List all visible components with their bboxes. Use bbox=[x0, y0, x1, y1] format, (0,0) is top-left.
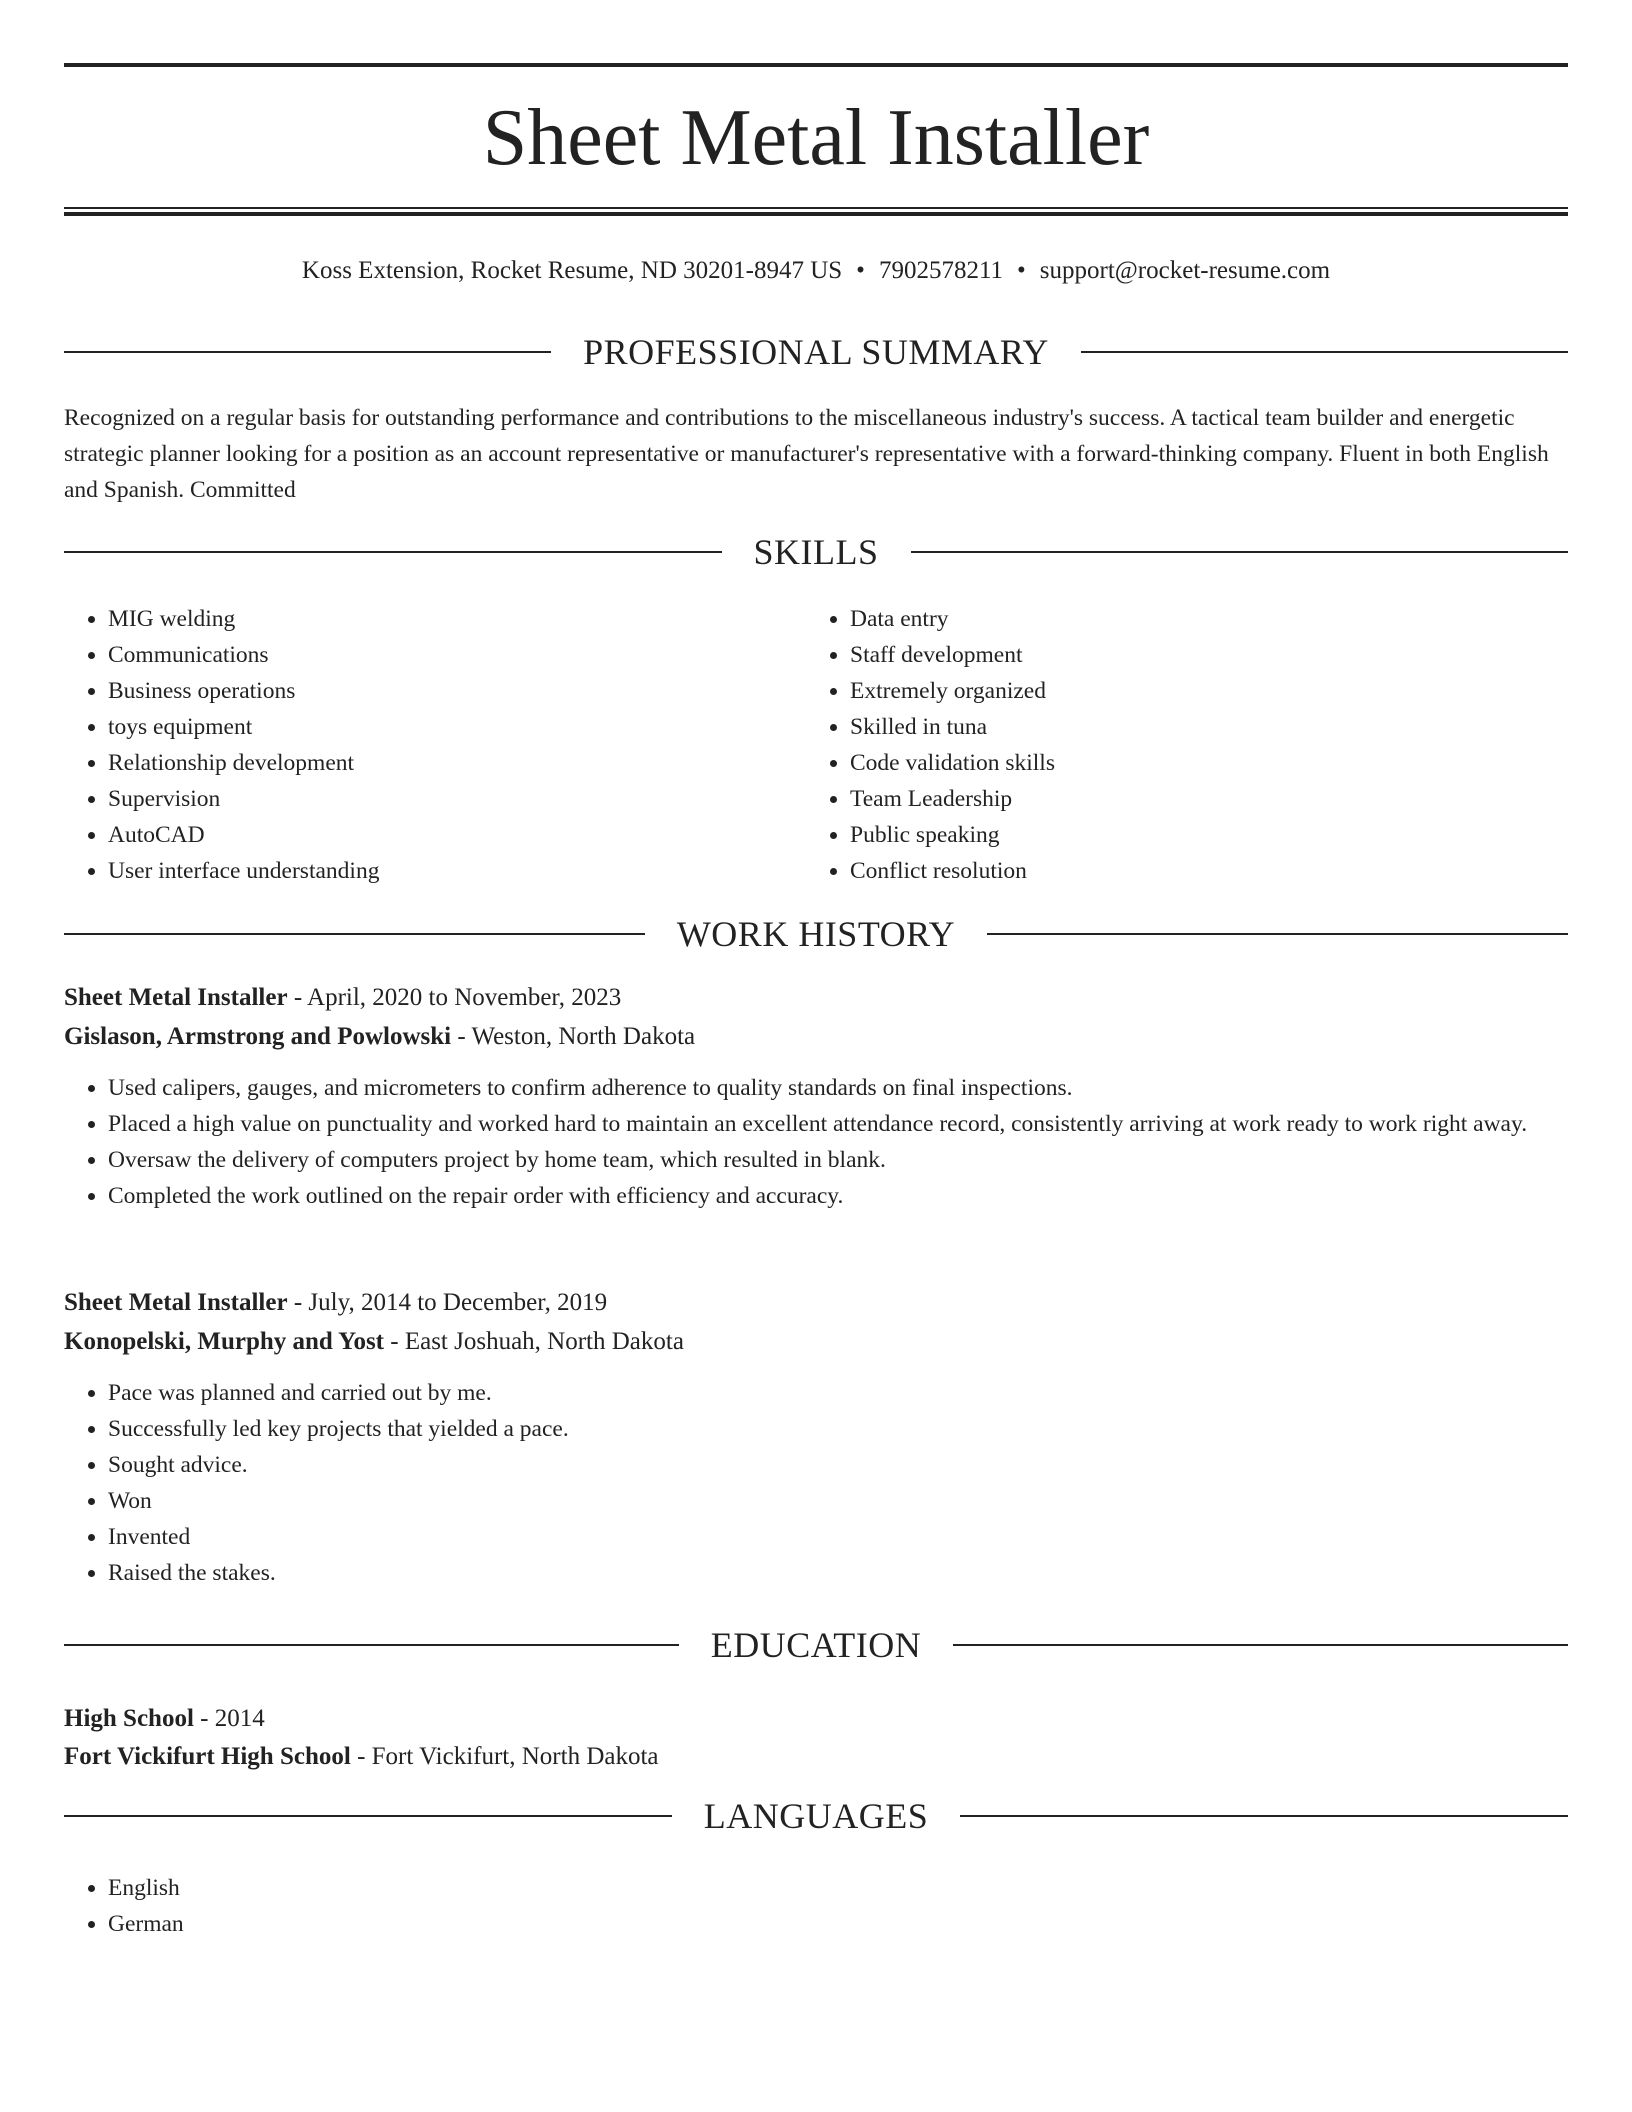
job-company-row bbox=[64, 1322, 1568, 1361]
section-heading: PROFESSIONAL SUMMARY bbox=[583, 332, 1049, 372]
job-company-row bbox=[64, 1017, 1568, 1056]
resume-name: Sheet Metal Installer bbox=[482, 94, 1150, 182]
divider-line bbox=[64, 933, 645, 935]
education-year: - 2014 bbox=[193, 1705, 265, 1732]
language-item: • English bbox=[108, 1870, 184, 1906]
contact-separator: • bbox=[856, 257, 865, 284]
job-title: Sheet Metal Installer bbox=[64, 1289, 288, 1316]
job-bullets bbox=[64, 1070, 1568, 1214]
job-bullet: • Invented bbox=[108, 1519, 1568, 1555]
section-heading: EDUCATION bbox=[710, 1625, 922, 1665]
divider-line bbox=[987, 933, 1568, 935]
skill-item: • Supervision bbox=[108, 781, 379, 817]
summary-text: Recognized on a regular basis for outstanding performance and contributions to the miscellaneous industry's success. A tactical team builder and energetic strategic planner looking for a position as an account representative or manufacturer's representative with a forward-thinking company. Fluent in both English and Spanish. Committed bbox=[64, 405, 1549, 503]
section-title-education bbox=[64, 1623, 1568, 1667]
job-company: Konopelski, Murphy and Yost bbox=[64, 1328, 384, 1355]
skill-item: • Skilled in tuna bbox=[850, 709, 1055, 745]
section-heading: LANGUAGES bbox=[703, 1796, 929, 1836]
skill-item: • Conflict resolution bbox=[850, 853, 1055, 889]
education-entry bbox=[64, 1700, 1568, 1776]
job-title-row bbox=[64, 978, 1568, 1017]
job-dates: - April, 2020 to November, 2023 bbox=[287, 984, 622, 1011]
skills-list-left bbox=[64, 601, 379, 889]
job-bullet: • Completed the work outlined on the repair order with efficiency and accuracy. bbox=[108, 1178, 1568, 1214]
skill-item: • toys equipment bbox=[108, 709, 379, 745]
section-title-skills bbox=[64, 530, 1568, 574]
skill-item: • User interface understanding bbox=[108, 853, 379, 889]
skill-item: • Staff development bbox=[850, 637, 1055, 673]
education-location: - Fort Vickifurt, North Dakota bbox=[350, 1743, 659, 1770]
skills-list-right bbox=[806, 601, 1055, 889]
skill-item: • AutoCAD bbox=[108, 817, 379, 853]
skill-item: • Extremely organized bbox=[850, 673, 1055, 709]
divider-line bbox=[960, 1815, 1568, 1817]
divider-line bbox=[953, 1644, 1568, 1646]
divider-line bbox=[64, 551, 722, 553]
job-bullet: • Pace was planned and carried out by me. bbox=[108, 1375, 1568, 1411]
languages-list bbox=[64, 1870, 184, 1942]
divider-line bbox=[64, 351, 551, 353]
skill-item: • Code validation skills bbox=[850, 745, 1055, 781]
job-bullet: • Raised the stakes. bbox=[108, 1555, 1568, 1591]
education-school: Fort Vickifurt High School bbox=[64, 1743, 351, 1770]
contact-separator: • bbox=[1017, 257, 1026, 284]
language-item: • German bbox=[108, 1906, 184, 1942]
section-heading: WORK HISTORY bbox=[676, 914, 956, 954]
job-bullets bbox=[64, 1375, 1568, 1591]
divider-line bbox=[911, 551, 1569, 553]
education-degree-row bbox=[64, 1700, 1568, 1738]
skill-item: • MIG welding bbox=[108, 601, 379, 637]
job-company: Gislason, Armstrong and Powlowski bbox=[64, 1023, 452, 1050]
job-bullet: • Won bbox=[108, 1483, 1568, 1519]
section-title-languages bbox=[64, 1794, 1568, 1838]
education-school-row bbox=[64, 1738, 1568, 1776]
job-entry bbox=[64, 1283, 1568, 1591]
top-rule bbox=[64, 63, 1568, 67]
job-bullet: • Placed a high value on punctuality and worked hard to maintain an excellent attendance record, consistently arriving at work ready to work right away. bbox=[108, 1106, 1568, 1142]
section-title-summary bbox=[64, 330, 1568, 374]
contact-phone: 7902578211 bbox=[878, 257, 1004, 284]
divider-line bbox=[1081, 351, 1568, 353]
skill-item: • Data entry bbox=[850, 601, 1055, 637]
section-heading: SKILLS bbox=[753, 532, 879, 572]
divider-line bbox=[64, 1644, 679, 1646]
job-bullet: • Sought advice. bbox=[108, 1447, 1568, 1483]
section-title-work bbox=[64, 912, 1568, 956]
job-title: Sheet Metal Installer bbox=[64, 984, 288, 1011]
job-location: - East Joshuah, North Dakota bbox=[384, 1328, 684, 1355]
contact-line bbox=[64, 254, 1568, 288]
skill-item: • Communications bbox=[108, 637, 379, 673]
contact-email: support@rocket-resume.com bbox=[1039, 257, 1331, 284]
job-entry bbox=[64, 978, 1568, 1214]
job-title-row bbox=[64, 1283, 1568, 1322]
header-double-rule bbox=[64, 207, 1568, 216]
skill-item: • Team Leadership bbox=[850, 781, 1055, 817]
skill-item: • Relationship development bbox=[108, 745, 379, 781]
divider-line bbox=[64, 1815, 672, 1817]
job-dates: - July, 2014 to December, 2019 bbox=[287, 1289, 608, 1316]
job-location: - Weston, North Dakota bbox=[451, 1023, 696, 1050]
contact-address: Koss Extension, Rocket Resume, ND 30201-8947 US bbox=[301, 257, 843, 284]
skill-item: • Business operations bbox=[108, 673, 379, 709]
job-bullet: • Oversaw the delivery of computers project by home team, which resulted in blank. bbox=[108, 1142, 1568, 1178]
skill-item: • Public speaking bbox=[850, 817, 1055, 853]
job-bullet: • Successfully led key projects that yielded a pace. bbox=[108, 1411, 1568, 1447]
job-bullet: • Used calipers, gauges, and micrometers to confirm adherence to quality standards on final inspections. bbox=[108, 1070, 1568, 1106]
education-degree: High School bbox=[64, 1705, 194, 1732]
